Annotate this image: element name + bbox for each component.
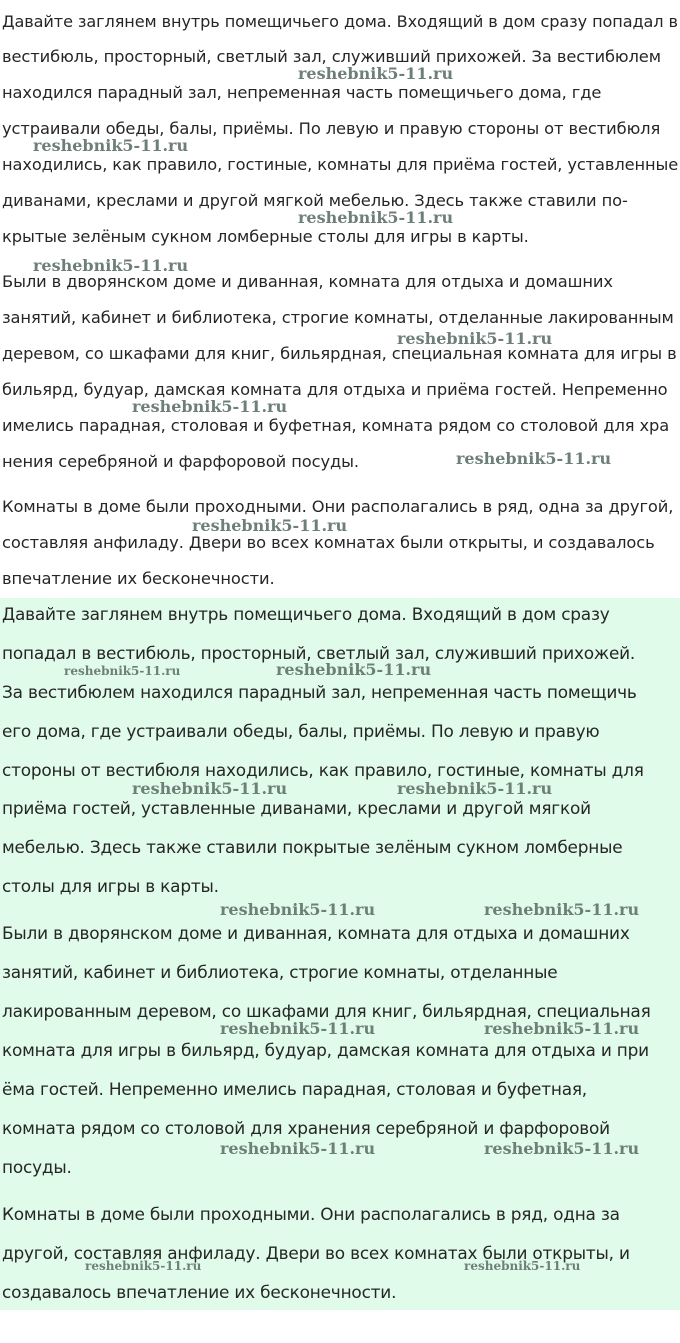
text-line: посуды. (2, 1157, 72, 1177)
text-line: деревом, со шкафами для книг, бильярдная, специальная комната для игры в (2, 344, 677, 363)
watermark: reshebnik5-11.ru (298, 208, 454, 227)
text-line: впечатление их бесконечности. (2, 569, 275, 588)
text-line: приёма гостей, уставленные диванами, креслами и другой мягкой (2, 798, 591, 818)
text-line: Были в дворянском доме и диванная, комната для отдыха и домашних (2, 272, 613, 291)
watermark: reshebnik5-11.ru (132, 397, 288, 416)
text-line: создавалось впечатление их бесконечности. (2, 1282, 397, 1302)
text-line: находился парадный зал, непременная часть помещичьего дома, где (2, 83, 602, 102)
watermark: reshebnik5-11.ru (464, 1259, 581, 1273)
watermark: reshebnik5-11.ru (220, 1019, 376, 1038)
text-line: занятий, кабинет и библиотека, строгие комнаты, отделанные (2, 962, 558, 982)
watermark: reshebnik5-11.ru (484, 1139, 640, 1158)
watermark: reshebnik5-11.ru (33, 256, 189, 275)
text-line: его дома, где устраивали обеды, балы, приёмы. По левую и правую (2, 721, 600, 741)
text-line: Были в дворянском доме и диванная, комната для отдыха и домашних (2, 923, 630, 943)
watermark: reshebnik5-11.ru (397, 779, 553, 798)
watermark: reshebnik5-11.ru (85, 1259, 202, 1273)
text-line: комната для игры в бильярд, будуар, дамская комната для отдыха и при (2, 1040, 649, 1060)
watermark: reshebnik5-11.ru (298, 64, 454, 83)
text-line: столы для игры в карты. (2, 876, 219, 896)
text-line: Давайте заглянем внутрь помещичьего дома. Входящий в дом сразу (2, 604, 610, 624)
watermark: reshebnik5-11.ru (456, 449, 612, 468)
text-line: диванами, креслами и другой мягкой мебелью. Здесь также ставили по- (2, 191, 628, 210)
text-line: устраивали обеды, балы, приёмы. По левую и правую стороны от вестибюля (2, 119, 661, 138)
text-section-original (0, 0, 680, 598)
text-line: Комнаты в доме были проходными. Они располагались в ряд, одна за (2, 1204, 620, 1224)
text-line: Давайте заглянем внутрь помещичьего дома. Входящий в дом сразу попадал в (2, 12, 678, 31)
text-line: крытые зелёным сукном ломберные столы для игры в карты. (2, 227, 529, 246)
text-line: лакированным деревом, со шкафами для книг, бильярдная, специальная (2, 1001, 651, 1021)
watermark: reshebnik5-11.ru (33, 136, 189, 155)
text-line: бильярд, будуар, дамская комната для отдыха и приёма гостей. Непременно (2, 380, 668, 399)
text-line: комната рядом со столовой для хранения серебряной и фарфоровой (2, 1118, 610, 1138)
text-line: имелись парадная, столовая и буфетная, комната рядом со столовой для хра (2, 416, 670, 435)
text-line: вестибюль, просторный, светлый зал, служивший прихожей. За вестибюлем (2, 47, 661, 66)
text-line: мебелью. Здесь также ставили покрытые зелёным сукном ломберные (2, 837, 623, 857)
watermark: reshebnik5-11.ru (397, 329, 553, 348)
watermark: reshebnik5-11.ru (484, 900, 640, 919)
watermark: reshebnik5-11.ru (484, 1019, 640, 1038)
watermark: reshebnik5-11.ru (220, 900, 376, 919)
watermark: reshebnik5-11.ru (276, 660, 432, 679)
watermark: reshebnik5-11.ru (64, 664, 181, 678)
text-line: Комнаты в доме были проходными. Они располагались в ряд, одна за другой, (2, 497, 674, 516)
text-section-highlighted (0, 598, 680, 1310)
text-line: другой, составляя анфиладу. Двери во всех комнатах были открыты, и (2, 1243, 630, 1263)
watermark: reshebnik5-11.ru (220, 1139, 376, 1158)
text-line: ёма гостей. Непременно имелись парадная, столовая и буфетная, (2, 1079, 587, 1099)
text-line: попадал в вестибюль, просторный, светлый зал, служивший прихожей. (2, 643, 636, 663)
text-line: нения серебряной и фарфоровой посуды. (2, 452, 359, 471)
text-line: стороны от вестибюля находились, как правило, гостиные, комнаты для (2, 760, 644, 780)
text-line: За вестибюлем находился парадный зал, непременная часть помещичь (2, 682, 637, 702)
text-line: находились, как правило, гостиные, комнаты для приёма гостей, уставленные (2, 155, 679, 174)
watermark: reshebnik5-11.ru (132, 779, 288, 798)
watermark: reshebnik5-11.ru (192, 516, 348, 535)
text-line: занятий, кабинет и библиотека, строгие комнаты, отделанные лакированным (2, 308, 674, 327)
text-line: составляя анфиладу. Двери во всех комнатах были открыты, и создавалось (2, 533, 655, 552)
